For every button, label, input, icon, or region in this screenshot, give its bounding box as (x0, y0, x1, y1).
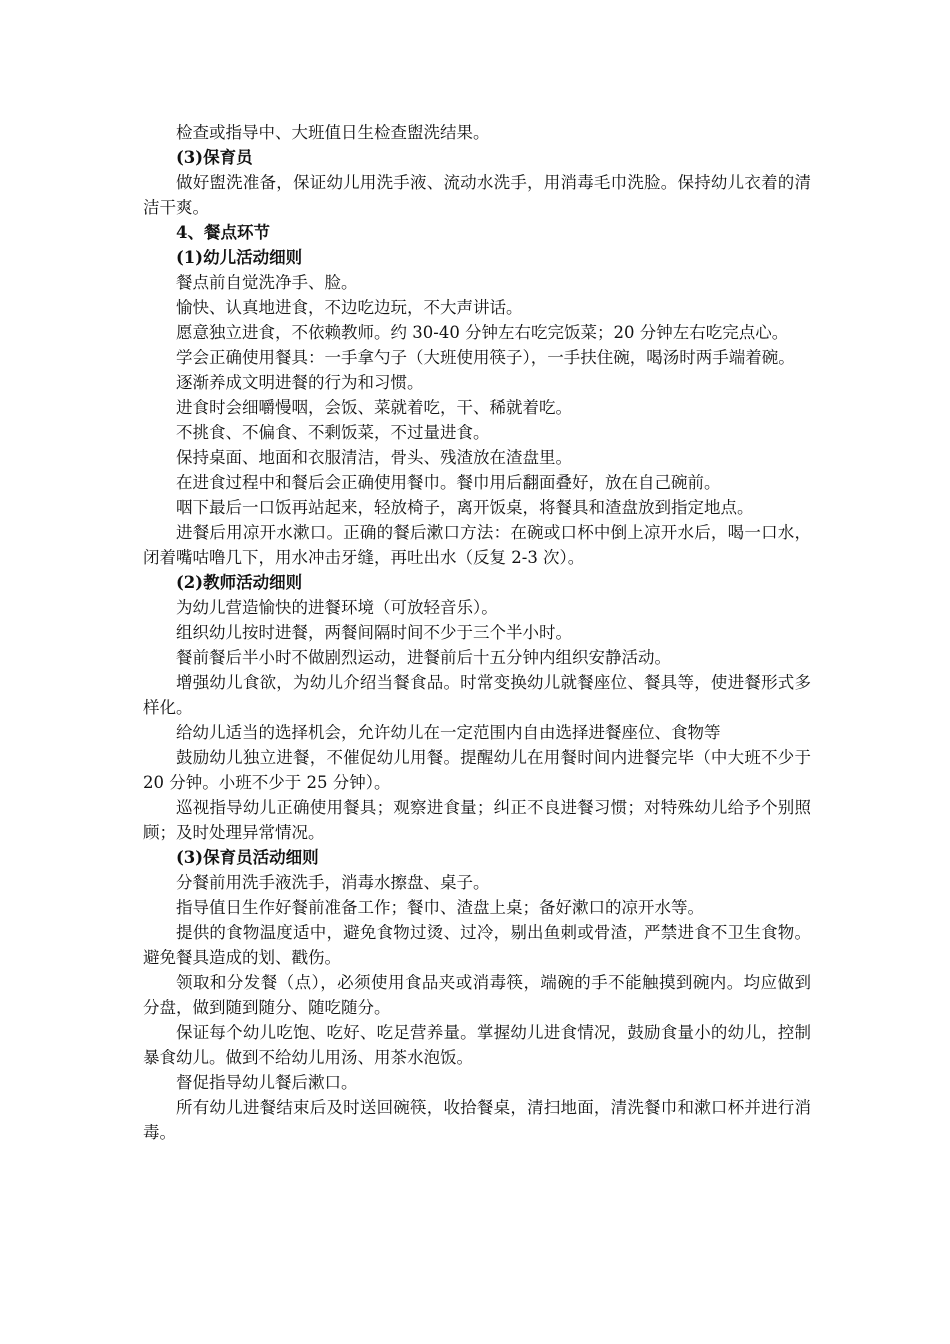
paragraph: 进餐后用凉开水漱口。正确的餐后漱口方法：在碗或口杯中倒上凉开水后，喝一口水，闭着嘴咕噜几下，用水冲击牙缝，再吐出水（反复 2-3 次）。 (143, 523, 811, 567)
paragraph: 咽下最后一口饭再站起来，轻放椅子，离开饭桌，将餐具和渣盘放到指定地点。 (176, 498, 754, 517)
paragraph: 愿意独立进食，不依赖教师。约 30-40 分钟左右吃完饭菜；20 分钟左右吃完点心。 (176, 323, 789, 342)
paragraph: 为幼儿营造愉快的进餐环境（可放轻音乐）。 (176, 598, 498, 617)
paragraph: 分餐前用洗手液洗手，消毒水擦盘、桌子。 (176, 873, 490, 892)
paragraph: 组织幼儿按时进餐，两餐间隔时间不少于三个半小时。 (176, 623, 572, 642)
section-heading: (3)保育员 (176, 148, 253, 167)
paragraph: 餐点前自觉洗净手、脸。 (176, 273, 358, 292)
paragraph: 指导值日生作好餐前准备工作；餐巾、渣盘上桌；备好漱口的凉开水等。 (176, 898, 704, 917)
paragraph: 学会正确使用餐具：一手拿勺子（大班使用筷子），一手扶住碗，喝汤时两手端着碗。 (176, 348, 795, 367)
paragraph: 领取和分发餐（点），必须使用食品夹或消毒筷，端碗的手不能触摸到碗内。均应做到分盘，做到随到随分、随吃随分。 (143, 973, 811, 1017)
paragraph: 做好盥洗准备，保证幼儿用洗手液、流动水洗手，用消毒毛巾洗脸。保持幼儿衣着的清洁干爽。 (143, 173, 811, 217)
paragraph: 所有幼儿进餐结束后及时送回碗筷，收拾餐桌，清扫地面，清洗餐巾和漱口杯并进行消毒。 (143, 1098, 811, 1142)
section-heading: (1)幼儿活动细则 (176, 248, 303, 267)
paragraph: 不挑食、不偏食、不剩饭菜，不过量进食。 (176, 423, 490, 442)
paragraph: 增强幼儿食欲，为幼儿介绍当餐食品。时常变换幼儿就餐座位、餐具等，使进餐形式多样化。 (143, 673, 811, 717)
paragraph: 保持桌面、地面和衣服清洁，骨头、残渣放在渣盘里。 (176, 448, 572, 467)
paragraph: 给幼儿适当的选择机会，允许幼儿在一定范围内自由选择进餐座位、食物等 (176, 723, 721, 742)
paragraph: 巡视指导幼儿正确使用餐具；观察进食量；纠正不良进餐习惯；对特殊幼儿给予个别照顾；及时处理异常情况。 (143, 798, 811, 842)
paragraph: 鼓励幼儿独立进餐，不催促幼儿用餐。提醒幼儿在用餐时间内进餐完毕（中大班不少于 20 分钟。小班不少于 25 分钟）。 (143, 748, 811, 792)
document-page (143, 120, 811, 1145)
paragraph: 进食时会细嚼慢咽，会饭、菜就着吃，干、稀就着吃。 (176, 398, 572, 417)
paragraph: 逐渐养成文明进餐的行为和习惯。 (176, 373, 424, 392)
section-heading: 4、餐点环节 (176, 223, 270, 242)
section-heading: (2)教师活动细则 (176, 573, 303, 592)
paragraph: 提供的食物温度适中，避免食物过烫、过冷，剔出鱼刺或骨渣，严禁进食不卫生食物。避免餐具造成的划、戳伤。 (143, 923, 811, 967)
paragraph: 餐前餐后半小时不做剧烈运动，进餐前后十五分钟内组织安静活动。 (176, 648, 671, 667)
paragraph: 检查或指导中、大班值日生检查盥洗结果。 (176, 123, 490, 142)
paragraph: 保证每个幼儿吃饱、吃好、吃足营养量。掌握幼儿进食情况，鼓励食量小的幼儿，控制暴食幼儿。做到不给幼儿用汤、用茶水泡饭。 (143, 1023, 811, 1067)
section-heading: (3)保育员活动细则 (176, 848, 319, 867)
paragraph: 愉快、认真地进食，不边吃边玩，不大声讲话。 (176, 298, 523, 317)
paragraph: 督促指导幼儿餐后漱口。 (176, 1073, 358, 1092)
paragraph: 在进食过程中和餐后会正确使用餐巾。餐巾用后翻面叠好，放在自己碗前。 (176, 473, 721, 492)
